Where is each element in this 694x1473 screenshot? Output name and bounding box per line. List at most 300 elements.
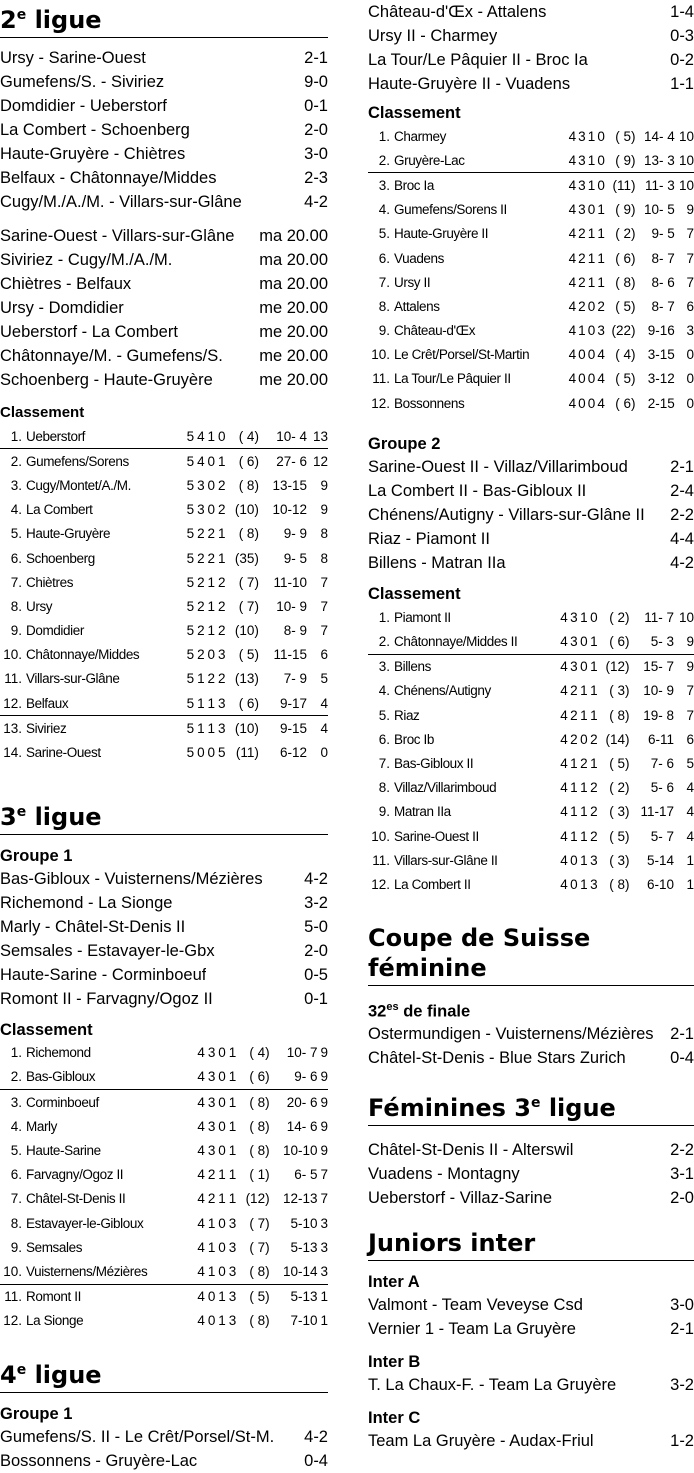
- goals-cell: 9- 9: [283, 526, 307, 542]
- losses-cell: 1: [588, 629, 598, 654]
- goals-cell: 10-12: [272, 502, 307, 518]
- penalty-cell: ( 7): [249, 1215, 270, 1231]
- goals-cell: 10- 9: [643, 683, 674, 699]
- match-teams: Valmont - Team Veveyse Csd: [368, 1296, 583, 1314]
- losses-cell: 0: [215, 424, 225, 449]
- match-score: 3-0: [670, 1296, 694, 1314]
- wins-cell: 1: [207, 1215, 216, 1231]
- games-cell: 5: [186, 720, 195, 736]
- draws-cell: 0: [580, 731, 588, 747]
- points-cell: 9: [320, 477, 328, 493]
- round-superscript: es: [386, 1000, 399, 1013]
- table-row: [0, 1065, 328, 1090]
- match-teams: Schoenberg - Haute-Gruyère: [0, 371, 213, 389]
- results-list: [368, 1429, 694, 1453]
- penalty-cell: ( 7): [238, 598, 259, 614]
- games-cell: 5: [186, 745, 195, 761]
- losses-cell: 3: [590, 852, 598, 868]
- goals-cell: 6-12: [279, 745, 307, 761]
- team-cell: Gumefens/Sorens II: [394, 202, 507, 218]
- team-cell: Riaz: [394, 707, 420, 723]
- draws-cell: 1: [218, 1289, 226, 1305]
- penalty-cell: ( 3): [609, 804, 630, 820]
- penalty-cell: ( 4): [226, 424, 259, 449]
- goals-cell: 9- 5: [283, 550, 307, 566]
- games-cell: 4: [197, 1191, 205, 1207]
- draws-cell: 2: [580, 755, 588, 771]
- penalty-cell: ( 6): [236, 1065, 269, 1090]
- table-row: [368, 148, 694, 173]
- team-cell: Estavayer-le-Gibloux: [26, 1215, 144, 1231]
- draws-cell: 1: [218, 1191, 226, 1207]
- draws-cell: 0: [587, 371, 596, 387]
- table-row: [0, 570, 328, 594]
- goals-cell: 9- 5: [651, 226, 675, 242]
- losses-cell: 1: [228, 1191, 237, 1207]
- wins-cell: 1: [578, 323, 586, 339]
- draws-cell: 1: [587, 128, 596, 144]
- points-cell: 7: [320, 623, 328, 639]
- draws-cell: 0: [218, 1142, 226, 1158]
- title-prefix: Féminines 3: [368, 1094, 531, 1122]
- penalty-cell: ( 8): [249, 1118, 270, 1134]
- games-cell: 4: [560, 852, 568, 868]
- losses-cell: 1: [590, 659, 598, 675]
- results-list: [368, 1022, 694, 1070]
- table-row: [368, 124, 694, 148]
- team-cell: Bas-Gibloux: [26, 1065, 194, 1090]
- losses-cell: 1: [590, 755, 598, 771]
- table-row: [368, 751, 694, 775]
- losses-cell: 0: [595, 148, 605, 173]
- table-row: [368, 727, 694, 751]
- team-cell: Matran IIa: [394, 804, 451, 820]
- table-row: [368, 367, 694, 391]
- goals-cell: 11-15: [273, 647, 307, 663]
- goals-cell: 11- 7: [644, 609, 674, 625]
- match-teams: Ueberstorf - La Combert: [0, 323, 178, 341]
- team-cell: Cugy/Montet/A./M.: [26, 477, 131, 493]
- title-superscript: e: [16, 803, 27, 820]
- draws-cell: 0: [215, 1259, 225, 1284]
- wins-cell: 0: [578, 395, 586, 411]
- rank-cell: 6.: [10, 550, 22, 566]
- wins-cell: 2: [570, 731, 578, 747]
- losses-cell: 1: [218, 526, 226, 542]
- goals-cell: 14- 6: [286, 1118, 318, 1134]
- wins-cell: 1: [207, 1239, 216, 1255]
- team-cell: Sarine-Ouest II: [394, 828, 479, 844]
- table-row: [368, 848, 694, 872]
- section-title-2e-ligue: [0, 0, 328, 38]
- draws-cell: 1: [587, 177, 596, 193]
- draws-cell: 0: [578, 629, 588, 654]
- penalty-cell: (11): [612, 177, 636, 193]
- penalty-cell: (10): [234, 502, 259, 518]
- draws-cell: 0: [207, 647, 216, 663]
- draws-cell: 1: [580, 609, 588, 625]
- match-row: [0, 891, 328, 915]
- table-row: [0, 643, 328, 667]
- points-cell: 0: [686, 395, 694, 411]
- team-cell: Haute-Gruyère: [26, 526, 111, 542]
- losses-cell: 3: [228, 1289, 237, 1305]
- match-row: [368, 527, 694, 551]
- team-cell: Châtonnaye/Middes: [26, 647, 140, 663]
- wins-cell: 1: [205, 1259, 215, 1284]
- team-cell: Villaz/Villarimboud: [394, 780, 497, 796]
- games-cell: 4: [568, 128, 577, 144]
- points-cell: 10: [675, 148, 694, 173]
- games-cell: 4: [567, 148, 577, 173]
- penalty-cell: ( 2): [609, 609, 630, 625]
- title-number: 3: [0, 802, 17, 831]
- match-score: 3-2: [670, 1376, 694, 1394]
- losses-cell: 3: [590, 876, 598, 892]
- losses-cell: 1: [597, 202, 605, 218]
- losses-cell: 4: [597, 371, 605, 387]
- wins-cell: 3: [578, 202, 586, 218]
- wins-cell: 3: [207, 1094, 216, 1110]
- match-score: ma 20.00: [259, 251, 328, 269]
- team-cell: Vuadens: [394, 250, 444, 266]
- rank-cell: 2.: [368, 148, 394, 173]
- penalty-cell: ( 8): [609, 876, 630, 892]
- goals-cell: 8- 9: [283, 623, 307, 639]
- games-cell: 5: [184, 424, 194, 449]
- standings-table: [0, 1041, 328, 1333]
- match-teams: Gumefens/S. II - Le Crêt/Porsel/St-M.: [0, 1427, 275, 1446]
- wins-cell: 3: [197, 477, 205, 493]
- points-cell: 1: [320, 1313, 328, 1329]
- wins-cell: 0: [570, 876, 578, 892]
- table-row: [368, 198, 694, 222]
- games-cell: 4: [197, 1289, 205, 1305]
- classement-label: Classement: [368, 585, 461, 604]
- team-cell: Gruyère-Lac: [394, 148, 567, 173]
- table-row: [0, 424, 328, 449]
- match-row: [368, 479, 694, 503]
- match-row: [0, 1449, 328, 1473]
- match-row: [368, 24, 694, 48]
- draws-cell: 1: [207, 720, 216, 736]
- rank-cell: 4.: [10, 1118, 22, 1134]
- wins-cell: 1: [570, 828, 578, 844]
- table-row: [0, 1090, 328, 1115]
- penalty-cell: ( 8): [238, 526, 259, 542]
- team-cell: La Tour/Le Pâquier II: [394, 371, 511, 387]
- losses-cell: 1: [228, 1167, 237, 1183]
- points-cell: 6: [320, 647, 328, 663]
- team-cell: Semsales: [26, 1239, 83, 1255]
- rank-cell: 4.: [378, 683, 390, 699]
- rank-cell: 4.: [378, 202, 390, 218]
- table-row: [368, 246, 694, 270]
- penalty-cell: ( 6): [238, 453, 259, 469]
- rank-cell: 14.: [3, 745, 22, 761]
- match-row: [368, 1138, 694, 1162]
- games-cell: 5: [186, 671, 195, 687]
- goals-cell: 10-14: [270, 1259, 318, 1284]
- match-score: ma 20.00: [259, 275, 328, 293]
- games-cell: 4: [560, 609, 568, 625]
- draws-cell: 1: [580, 876, 588, 892]
- standings-table: [368, 605, 694, 896]
- losses-cell: 1: [597, 274, 605, 290]
- match-teams: Châtonnaye/M. - Gumefens/S.: [0, 347, 223, 365]
- losses-cell: 2: [590, 731, 598, 747]
- penalty-cell: ( 8): [249, 1094, 270, 1110]
- rank-cell: 9.: [378, 323, 390, 339]
- match-row: [0, 915, 328, 939]
- wins-cell: 3: [570, 659, 578, 675]
- match-row: [368, 1293, 694, 1317]
- wins-cell: 0: [570, 852, 578, 868]
- wins-cell: 2: [197, 574, 205, 590]
- goals-cell: 11- 3: [644, 177, 675, 193]
- draws-cell: 1: [207, 623, 216, 639]
- wins-cell: 2: [207, 1191, 216, 1207]
- table-row: [0, 1211, 328, 1235]
- wins-cell: 3: [205, 1065, 215, 1090]
- rank-cell: 1.: [378, 128, 390, 144]
- draws-cell: 2: [207, 671, 216, 687]
- match-score: 4-4: [670, 530, 694, 549]
- penalty-cell: ( 6): [598, 629, 630, 654]
- table-row: [0, 594, 328, 618]
- goals-cell: 5-14: [646, 852, 674, 868]
- rank-cell: 9.: [10, 1239, 22, 1255]
- penalty-cell: ( 8): [609, 707, 630, 723]
- table-row: [0, 667, 328, 691]
- losses-cell: 2: [590, 780, 598, 796]
- team-cell: Romont II: [26, 1289, 81, 1305]
- team-cell: Château-d'Œx: [394, 323, 476, 339]
- penalty-cell: ( 5): [609, 828, 630, 844]
- goals-cell: 10- 5: [643, 202, 675, 218]
- rank-cell: 5.: [378, 707, 390, 723]
- table-row: [368, 703, 694, 727]
- points-cell: 3: [318, 1259, 328, 1284]
- table-row: [0, 498, 328, 522]
- games-cell: 4: [560, 683, 568, 699]
- team-cell: Charmey: [394, 128, 446, 144]
- points-cell: 10: [678, 177, 694, 193]
- games-cell: 4: [197, 1118, 205, 1134]
- match-teams: Chénens/Autigny - Villars-sur-Glâne II: [368, 506, 645, 525]
- points-cell: 7: [686, 250, 694, 266]
- goals-cell: 5-13: [290, 1239, 318, 1255]
- match-row: [368, 48, 694, 72]
- match-score: 1-2: [670, 1432, 694, 1450]
- table-row: [368, 872, 694, 896]
- losses-cell: 1: [228, 1142, 237, 1158]
- points-cell: 4: [686, 828, 694, 844]
- games-cell: 5: [186, 526, 195, 542]
- wins-cell: 0: [578, 371, 586, 387]
- rank-cell: 1.: [0, 424, 26, 449]
- right-column: [368, 0, 694, 1453]
- match-teams: La Combert II - Bas-Gibloux II: [368, 482, 587, 501]
- draws-cell: 0: [207, 745, 216, 761]
- points-cell: 4: [686, 804, 694, 820]
- match-row: [0, 46, 328, 70]
- match-teams: Sarine-Ouest - Villars-sur-Glâne: [0, 227, 235, 245]
- match-score: 0-1: [304, 989, 328, 1008]
- match-teams: Ursy - Sarine-Ouest: [0, 49, 146, 67]
- team-cell: Domdidier: [26, 623, 84, 639]
- losses-cell: 1: [590, 683, 598, 699]
- round-word: de finale: [403, 1002, 471, 1020]
- points-cell: 3: [320, 1215, 328, 1231]
- draws-cell: 1: [580, 683, 588, 699]
- match-row: [0, 190, 328, 214]
- games-cell: 4: [568, 177, 577, 193]
- rank-cell: 9.: [10, 623, 22, 639]
- match-teams: Vernier 1 - Team La Gruyère: [368, 1320, 576, 1338]
- points-cell: 9: [320, 1142, 328, 1158]
- section-title-4e-ligue: [0, 1355, 328, 1393]
- losses-cell: 2: [218, 598, 226, 614]
- wins-cell: 1: [570, 804, 578, 820]
- title-number: 4: [0, 1360, 17, 1389]
- wins-cell: 0: [578, 347, 586, 363]
- draws-cell: 1: [580, 707, 588, 723]
- table-row: [368, 294, 694, 318]
- points-cell: 10: [678, 128, 694, 144]
- points-cell: 5: [686, 755, 694, 771]
- match-teams: Ueberstorf - Villaz-Sarine: [368, 1189, 553, 1207]
- wins-cell: 4: [197, 453, 205, 469]
- goals-cell: 11-10: [273, 574, 307, 590]
- rank-cell: 2.: [368, 629, 394, 654]
- games-cell: 4: [568, 395, 577, 411]
- penalty-cell: (13): [234, 671, 259, 687]
- games-cell: 5: [186, 598, 195, 614]
- goals-cell: 9-17: [259, 691, 307, 716]
- draws-cell: 0: [587, 202, 596, 218]
- losses-cell: 2: [218, 502, 226, 518]
- points-cell: 1: [686, 876, 694, 892]
- match-score: 2-3: [304, 169, 328, 187]
- match-score: 2-2: [670, 506, 694, 525]
- table-row: [368, 319, 694, 343]
- group-label: Groupe 2: [368, 435, 441, 454]
- goals-cell: 7- 6: [650, 755, 674, 771]
- match-teams: Marly - Châtel-St-Denis II: [0, 917, 186, 936]
- draws-cell: 1: [586, 148, 596, 173]
- games-cell: 4: [197, 1313, 205, 1329]
- draws-cell: 0: [218, 1094, 226, 1110]
- match-teams: Haute-Sarine - Corminboeuf: [0, 965, 207, 984]
- match-row: [368, 551, 694, 575]
- match-score: 4-2: [670, 554, 694, 573]
- points-cell: 7: [686, 683, 694, 699]
- table-row: [368, 391, 694, 415]
- wins-cell: 2: [578, 226, 586, 242]
- match-score: me 20.00: [259, 347, 328, 365]
- points-cell: 7: [686, 707, 694, 723]
- match-score: ma 20.00: [259, 227, 328, 245]
- team-cell: Corminboeuf: [26, 1094, 99, 1110]
- match-row: [368, 503, 694, 527]
- losses-cell: 3: [226, 1259, 236, 1284]
- title-word: ligue: [34, 802, 102, 831]
- inter-b-label: Inter B: [368, 1353, 421, 1371]
- team-cell: Haute-Sarine: [26, 1142, 101, 1158]
- wins-cell: 3: [207, 1045, 216, 1061]
- match-teams: Châtel-St-Denis II - Alterswil: [368, 1141, 574, 1159]
- points-cell: 10: [678, 609, 694, 625]
- match-score: 0-4: [304, 1451, 328, 1470]
- rank-cell: 1.: [10, 1045, 22, 1061]
- match-teams: Domdidier - Ueberstorf: [0, 97, 167, 115]
- points-cell: 7: [320, 1191, 328, 1207]
- games-cell: 4: [194, 1259, 204, 1284]
- rank-cell: 5.: [10, 526, 22, 542]
- losses-cell: 1: [590, 707, 598, 723]
- rank-cell: 5.: [10, 1142, 22, 1158]
- results-list: [0, 867, 328, 1011]
- team-cell: Attalens: [394, 298, 440, 314]
- rank-cell: 13.: [3, 720, 22, 736]
- match-row: [0, 70, 328, 94]
- games-cell: 4: [194, 1065, 204, 1090]
- group-label: Groupe 1: [0, 846, 73, 865]
- points-cell: 9: [674, 629, 694, 654]
- team-cell: La Combert: [26, 502, 93, 518]
- match-score: 0-4: [670, 1049, 694, 1067]
- results-list: [368, 1293, 694, 1341]
- results-list: [368, 1373, 694, 1397]
- team-cell: Sarine-Ouest: [26, 745, 101, 761]
- section-title-3e-ligue: [0, 797, 328, 835]
- penalty-cell: ( 4): [615, 347, 636, 363]
- games-cell: 4: [568, 250, 577, 266]
- title-word: ligue: [548, 1094, 616, 1122]
- match-score: 2-0: [304, 941, 328, 960]
- table-row: [0, 449, 328, 474]
- match-row: [0, 867, 328, 891]
- losses-cell: 1: [226, 1065, 236, 1090]
- match-teams: Cugy/M./A./M. - Villars-sur-Glâne: [0, 193, 242, 211]
- points-cell: 5: [320, 671, 328, 687]
- title-superscript: e: [530, 1095, 541, 1111]
- rank-cell: 5.: [378, 226, 390, 242]
- draws-cell: 1: [580, 852, 588, 868]
- draws-cell: 0: [218, 1215, 226, 1231]
- losses-cell: 2: [218, 477, 226, 493]
- draws-cell: 0: [207, 502, 216, 518]
- match-teams: Bas-Gibloux - Vuisternens/Mézières: [0, 869, 263, 888]
- penalty-cell: ( 3): [609, 683, 630, 699]
- match-row: [0, 1425, 328, 1449]
- team-cell: Châtel-St-Denis II: [26, 1191, 126, 1207]
- draws-cell: 1: [580, 804, 588, 820]
- wins-cell: 0: [207, 1313, 216, 1329]
- match-score: 2-1: [670, 1025, 694, 1043]
- goals-cell: 20- 6: [286, 1094, 318, 1110]
- rank-cell: 6.: [378, 250, 390, 266]
- wins-cell: 3: [578, 128, 586, 144]
- draws-cell: 2: [207, 526, 216, 542]
- rank-cell: 11.: [372, 371, 390, 387]
- points-cell: 7: [686, 274, 694, 290]
- wins-cell: 0: [197, 745, 205, 761]
- rank-cell: 12.: [371, 876, 390, 892]
- goals-cell: 6-11: [647, 731, 674, 747]
- games-cell: 4: [560, 707, 568, 723]
